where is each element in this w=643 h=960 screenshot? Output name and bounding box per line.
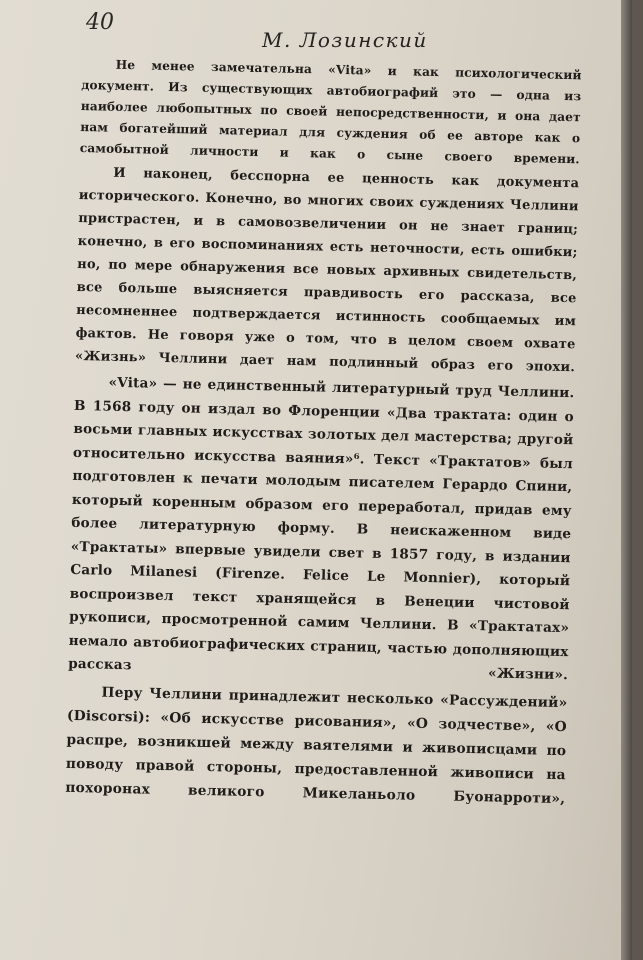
page-header [86, 10, 606, 50]
paragraph-vita-psychological: Не менее замечательна «Vita» и как психологический документ. Из существующих автобиографий это — одна из наиболее любопытных по своей непосредственности, и она дает нам богатейший материал для суждения об ее авторе как о самобытной личности и как о сыне своего времени. [79, 57, 582, 167]
running-head: М. Лозинский [262, 28, 428, 52]
page-edge-shadow [621, 0, 632, 960]
paragraph-treatises: «Vita» — не единственный литературный труд Челлини. В 1568 году он издал во Флоренции «Два трактата: один о восьми главных искусствах золотых дел мастерства; другой относительно искусства ваяния»⁶. Текст «Трактатов» был подготовлен к печати молодым писателем Герардо Спини, который коренным образом его переработал, придав ему более литературную форму. В неискаженном виде «Трактаты» впервые увидели свет в 1857 году, в издании Carlo Milanesi (Firenze. Felice Le Monnier), который воспроизвел текст хранящейся в Венеции чистовой рукописи, просмотренной самим Челлини. В «Трактатах» немало автобиографических страниц, частью дополняющих рассказ «Жизни». [67, 374, 575, 684]
paragraph-discorsi: Перу Челлини принадлежит несколько «Рассуждений» (Discorsi): «Об искусстве рисования», «О зодчестве», «О распре, возникшей между ваятелями и живописцами по поводу правой стороны, предоставленной живописи на похоронах великого Микеланьоло Буонарроти», [65, 684, 568, 807]
page-number: 40 [86, 10, 114, 35]
paragraph-historical-value: И наконец, бесспорна ее ценность как документа исторического. Конечно, во многих своих суждениях Челлини пристрастен, и в самовозвеличении он не знает границ; конечно, в его воспоминаниях есть неточности, есть ошибки; но, по мере обнаружения все новых архивных свидетельств, все больше выясняется правдивость его рассказа, все несомненнее подтверждается истинность сообщаемых им фактов. Не говоря уже о том, что в целом своем охвате «Жизнь» Челлини дает нам подлинный образ его эпохи. [74, 165, 580, 376]
body-text [65, 54, 582, 811]
